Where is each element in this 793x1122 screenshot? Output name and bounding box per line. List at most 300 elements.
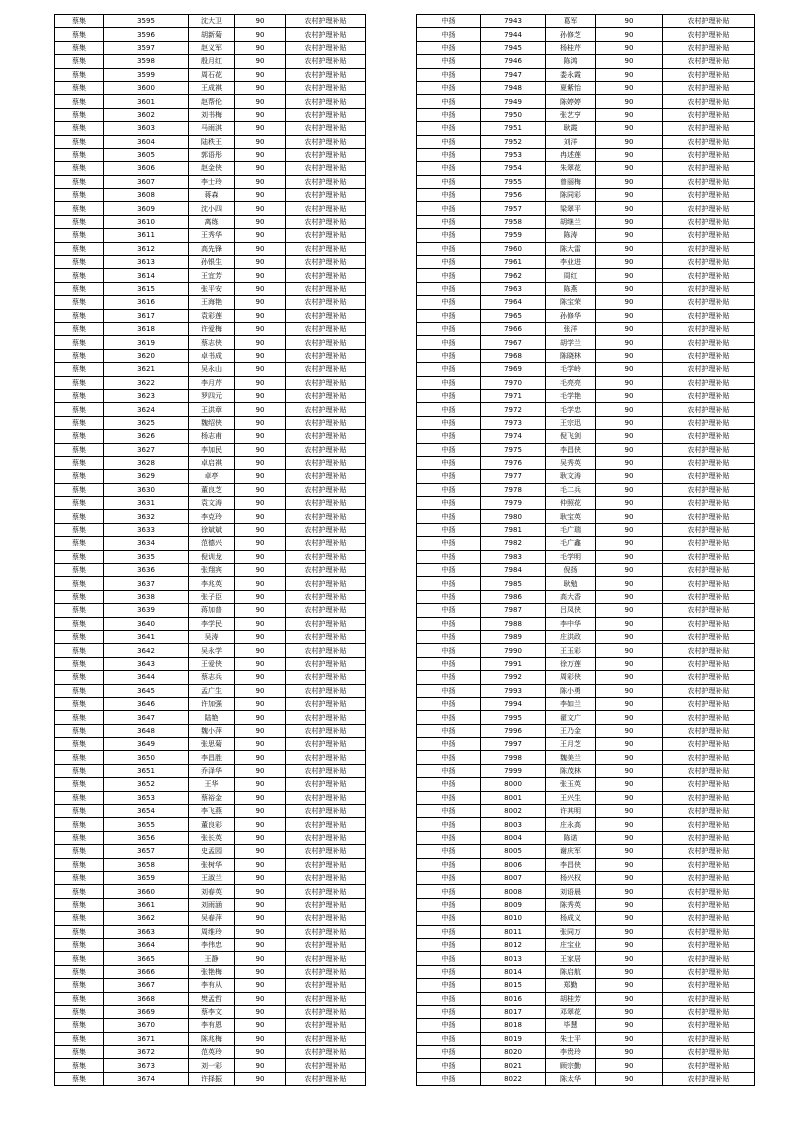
amount-cell: 90 (596, 483, 663, 496)
town-cell: 蔡集 (55, 1059, 104, 1072)
amount-cell: 90 (596, 175, 663, 188)
serial-number-cell: 7979 (481, 497, 546, 510)
name-cell: 陈诺 (546, 831, 596, 844)
amount-cell: 90 (235, 738, 286, 751)
town-cell: 中扬 (417, 778, 481, 791)
serial-number-cell: 8017 (481, 1005, 546, 1018)
subsidy-type-cell: 农村护理补贴 (286, 443, 366, 456)
subsidy-type-cell: 农村护理补贴 (286, 215, 366, 228)
table-row (55, 162, 366, 175)
serial-number-cell: 3652 (104, 778, 189, 791)
name-cell: 杨志甫 (189, 430, 235, 443)
table-row (55, 41, 366, 54)
subsidy-type-cell: 农村护理补贴 (286, 162, 366, 175)
name-cell: 张长英 (189, 831, 235, 844)
table-row (55, 604, 366, 617)
serial-number-cell: 7966 (481, 322, 546, 335)
table-row (55, 135, 366, 148)
table-row (55, 403, 366, 416)
town-cell: 蔡集 (55, 604, 104, 617)
subsidy-type-cell: 农村护理补贴 (663, 590, 755, 603)
subsidy-type-cell: 农村护理补贴 (663, 818, 755, 831)
table-row (55, 81, 366, 94)
table-row (55, 818, 366, 831)
subsidy-type-cell: 农村护理补贴 (663, 269, 755, 282)
serial-number-cell: 7991 (481, 657, 546, 670)
serial-number-cell: 3635 (104, 550, 189, 563)
serial-number-cell: 3647 (104, 711, 189, 724)
name-cell: 张翔宾 (189, 564, 235, 577)
subsidy-type-cell: 农村护理补贴 (663, 363, 755, 376)
serial-number-cell: 8012 (481, 938, 546, 951)
serial-number-cell: 3607 (104, 175, 189, 188)
serial-number-cell: 8000 (481, 778, 546, 791)
name-cell: 孟广生 (189, 684, 235, 697)
table-row (55, 68, 366, 81)
table-row (417, 175, 755, 188)
subsidy-type-cell: 农村护理补贴 (286, 711, 366, 724)
serial-number-cell: 8011 (481, 925, 546, 938)
table-row (417, 630, 755, 643)
subsidy-type-cell: 农村护理补贴 (663, 68, 755, 81)
subsidy-type-cell: 农村护理补贴 (286, 604, 366, 617)
table-row (55, 309, 366, 322)
subsidy-type-cell: 农村护理补贴 (286, 202, 366, 215)
name-cell: 吴永山 (189, 363, 235, 376)
table-row (417, 697, 755, 710)
subsidy-type-cell: 农村护理补贴 (663, 697, 755, 710)
subsidy-type-cell: 农村护理补贴 (286, 81, 366, 94)
subsidy-type-cell: 农村护理补贴 (663, 791, 755, 804)
serial-number-cell: 8019 (481, 1032, 546, 1045)
table-row (417, 497, 755, 510)
serial-number-cell: 8013 (481, 952, 546, 965)
table-row (417, 28, 755, 41)
amount-cell: 90 (596, 938, 663, 951)
subsidy-type-cell: 农村护理补贴 (663, 148, 755, 161)
serial-number-cell: 3625 (104, 416, 189, 429)
table-row (417, 778, 755, 791)
amount-cell: 90 (235, 724, 286, 737)
name-cell: 吴涛 (189, 630, 235, 643)
subsidy-type-cell: 农村护理补贴 (663, 41, 755, 54)
serial-number-cell: 3628 (104, 456, 189, 469)
amount-cell: 90 (596, 81, 663, 94)
amount-cell: 90 (235, 510, 286, 523)
serial-number-cell: 7965 (481, 309, 546, 322)
table-row (417, 617, 755, 630)
town-cell: 蔡集 (55, 162, 104, 175)
subsidy-type-cell: 农村护理补贴 (286, 523, 366, 536)
table-row (417, 791, 755, 804)
subsidy-type-cell: 农村护理补贴 (286, 41, 366, 54)
amount-cell: 90 (235, 336, 286, 349)
amount-cell: 90 (596, 336, 663, 349)
amount-cell: 90 (596, 55, 663, 68)
amount-cell: 90 (235, 845, 286, 858)
amount-cell: 90 (235, 952, 286, 965)
table-row (55, 1046, 366, 1059)
amount-cell: 90 (596, 1005, 663, 1018)
town-cell: 中扬 (417, 590, 481, 603)
subsidy-type-cell: 农村护理补贴 (663, 456, 755, 469)
name-cell: 马雨淇 (189, 122, 235, 135)
serial-number-cell: 7962 (481, 269, 546, 282)
serial-number-cell: 3610 (104, 215, 189, 228)
town-cell: 中扬 (417, 269, 481, 282)
table-row (55, 724, 366, 737)
town-cell: 中扬 (417, 684, 481, 697)
name-cell: 周彩侠 (546, 671, 596, 684)
amount-cell: 90 (596, 684, 663, 697)
serial-number-cell: 3616 (104, 296, 189, 309)
serial-number-cell: 3627 (104, 443, 189, 456)
name-cell: 李昌侠 (546, 858, 596, 871)
serial-number-cell: 7963 (481, 282, 546, 295)
serial-number-cell: 3601 (104, 95, 189, 108)
serial-number-cell: 7944 (481, 28, 546, 41)
name-cell: 王成祺 (189, 81, 235, 94)
name-cell: 陈燕 (546, 282, 596, 295)
serial-number-cell: 7952 (481, 135, 546, 148)
town-cell: 中扬 (417, 845, 481, 858)
town-cell: 蔡集 (55, 430, 104, 443)
table-row (417, 751, 755, 764)
amount-cell: 90 (596, 523, 663, 536)
town-cell: 中扬 (417, 389, 481, 402)
amount-cell: 90 (596, 845, 663, 858)
town-cell: 中扬 (417, 81, 481, 94)
table-row (417, 349, 755, 362)
amount-cell: 90 (596, 135, 663, 148)
serial-number-cell: 7971 (481, 389, 546, 402)
name-cell: 许其明 (546, 805, 596, 818)
serial-number-cell: 7985 (481, 577, 546, 590)
table-row (417, 818, 755, 831)
town-cell: 中扬 (417, 189, 481, 202)
subsidy-type-cell: 农村护理补贴 (663, 162, 755, 175)
name-cell: 耿勉 (546, 577, 596, 590)
serial-number-cell: 3655 (104, 818, 189, 831)
table-row (417, 55, 755, 68)
town-cell: 中扬 (417, 41, 481, 54)
town-cell: 蔡集 (55, 738, 104, 751)
serial-number-cell: 7984 (481, 564, 546, 577)
subsidy-type-cell: 农村护理补贴 (286, 1019, 366, 1032)
name-cell: 庄洪政 (546, 630, 596, 643)
table-row (417, 456, 755, 469)
town-cell: 中扬 (417, 15, 481, 28)
serial-number-cell: 3638 (104, 590, 189, 603)
name-cell: 赵金侠 (189, 162, 235, 175)
amount-cell: 90 (235, 590, 286, 603)
amount-cell: 90 (596, 697, 663, 710)
subsidy-type-cell: 农村护理补贴 (286, 15, 366, 28)
town-cell: 蔡集 (55, 684, 104, 697)
table-row (417, 590, 755, 603)
name-cell: 王家居 (546, 952, 596, 965)
subsidy-type-cell: 农村护理补贴 (286, 537, 366, 550)
serial-number-cell: 7958 (481, 215, 546, 228)
table-row (55, 1032, 366, 1045)
table-row (55, 470, 366, 483)
town-cell: 蔡集 (55, 269, 104, 282)
subsidy-type-cell: 农村护理补贴 (663, 135, 755, 148)
subsidy-type-cell: 农村护理补贴 (286, 430, 366, 443)
table-row (417, 657, 755, 670)
name-cell: 蔡志兵 (189, 671, 235, 684)
serial-number-cell: 3614 (104, 269, 189, 282)
serial-number-cell: 7995 (481, 711, 546, 724)
amount-cell: 90 (596, 403, 663, 416)
amount-cell: 90 (235, 363, 286, 376)
subsidy-type-cell: 农村护理补贴 (663, 738, 755, 751)
table-row (417, 604, 755, 617)
subsidy-type-cell: 农村护理补贴 (663, 497, 755, 510)
serial-number-cell: 3608 (104, 189, 189, 202)
table-row (417, 81, 755, 94)
town-cell: 中扬 (417, 617, 481, 630)
town-cell: 中扬 (417, 443, 481, 456)
subsidy-type-cell: 农村护理补贴 (663, 336, 755, 349)
name-cell: 倪训龙 (189, 550, 235, 563)
serial-number-cell: 7989 (481, 630, 546, 643)
amount-cell: 90 (596, 162, 663, 175)
name-cell: 史孟园 (189, 845, 235, 858)
subsidy-type-cell: 农村护理补贴 (286, 55, 366, 68)
name-cell: 王淑兰 (189, 872, 235, 885)
subsidy-type-cell: 农村护理补贴 (286, 510, 366, 523)
amount-cell: 90 (596, 644, 663, 657)
name-cell: 李昌胜 (189, 751, 235, 764)
name-cell: 刘洋 (546, 135, 596, 148)
table-row (55, 577, 366, 590)
serial-number-cell: 3669 (104, 1005, 189, 1018)
table-row (417, 831, 755, 844)
name-cell: 范英玲 (189, 1046, 235, 1059)
name-cell: 张平安 (189, 282, 235, 295)
table-row (55, 95, 366, 108)
subsidy-type-cell: 农村护理补贴 (286, 296, 366, 309)
amount-cell: 90 (596, 952, 663, 965)
serial-number-cell: 8015 (481, 979, 546, 992)
amount-cell: 90 (235, 1072, 286, 1085)
serial-number-cell: 7976 (481, 456, 546, 469)
name-cell: 毛二兵 (546, 483, 596, 496)
town-cell: 蔡集 (55, 711, 104, 724)
amount-cell: 90 (596, 898, 663, 911)
table-row (55, 831, 366, 844)
amount-cell: 90 (596, 122, 663, 135)
town-cell: 蔡集 (55, 242, 104, 255)
town-cell: 蔡集 (55, 898, 104, 911)
name-cell: 毛学明 (546, 550, 596, 563)
name-cell: 陈晓林 (546, 349, 596, 362)
amount-cell: 90 (235, 671, 286, 684)
amount-cell: 90 (596, 724, 663, 737)
town-cell: 蔡集 (55, 979, 104, 992)
amount-cell: 90 (235, 68, 286, 81)
table-row (417, 376, 755, 389)
subsidy-type-cell: 农村护理补贴 (286, 1005, 366, 1018)
town-cell: 中扬 (417, 162, 481, 175)
serial-number-cell: 7961 (481, 256, 546, 269)
town-cell: 中扬 (417, 175, 481, 188)
serial-number-cell: 7967 (481, 336, 546, 349)
serial-number-cell: 8003 (481, 818, 546, 831)
serial-number-cell: 3665 (104, 952, 189, 965)
amount-cell: 90 (596, 1032, 663, 1045)
subsidy-type-cell: 农村护理补贴 (286, 644, 366, 657)
serial-number-cell: 3613 (104, 256, 189, 269)
subsidy-type-cell: 农村护理补贴 (663, 724, 755, 737)
amount-cell: 90 (235, 470, 286, 483)
amount-cell: 90 (596, 1046, 663, 1059)
table-row (55, 845, 366, 858)
name-cell: 徐万莲 (546, 657, 596, 670)
town-cell: 中扬 (417, 403, 481, 416)
town-cell: 蔡集 (55, 564, 104, 577)
table-row (55, 416, 366, 429)
town-cell: 蔡集 (55, 992, 104, 1005)
amount-cell: 90 (235, 189, 286, 202)
name-cell: 董良彩 (189, 818, 235, 831)
amount-cell: 90 (596, 831, 663, 844)
serial-number-cell: 7992 (481, 671, 546, 684)
table-row (55, 336, 366, 349)
name-cell: 罗四元 (189, 389, 235, 402)
town-cell: 中扬 (417, 416, 481, 429)
name-cell: 樊孟哲 (189, 992, 235, 1005)
amount-cell: 90 (235, 376, 286, 389)
subsidy-type-cell: 农村护理补贴 (663, 550, 755, 563)
town-cell: 蔡集 (55, 135, 104, 148)
amount-cell: 90 (596, 885, 663, 898)
serial-number-cell: 3599 (104, 68, 189, 81)
subsidy-type-cell: 农村护理补贴 (286, 470, 366, 483)
subsidy-type-cell: 农村护理补贴 (663, 885, 755, 898)
name-cell: 李业进 (546, 256, 596, 269)
subsidy-type-cell: 农村护理补贴 (286, 751, 366, 764)
town-cell: 蔡集 (55, 81, 104, 94)
subsidy-type-cell: 农村护理补贴 (663, 764, 755, 777)
table-row (417, 430, 755, 443)
name-cell: 王秀华 (189, 229, 235, 242)
amount-cell: 90 (235, 604, 286, 617)
table-row (417, 363, 755, 376)
name-cell: 王爱侠 (189, 657, 235, 670)
town-cell: 蔡集 (55, 630, 104, 643)
amount-cell: 90 (596, 577, 663, 590)
subsidy-type-cell: 农村护理补贴 (286, 497, 366, 510)
serial-number-cell: 3658 (104, 858, 189, 871)
town-cell: 蔡集 (55, 523, 104, 536)
table-row (55, 269, 366, 282)
subsidy-type-cell: 农村护理补贴 (663, 617, 755, 630)
town-cell: 蔡集 (55, 1046, 104, 1059)
name-cell: 张洋 (546, 322, 596, 335)
table-row (55, 229, 366, 242)
amount-cell: 90 (235, 322, 286, 335)
table-row (55, 912, 366, 925)
town-cell: 蔡集 (55, 215, 104, 228)
amount-cell: 90 (596, 510, 663, 523)
town-cell: 蔡集 (55, 376, 104, 389)
amount-cell: 90 (235, 644, 286, 657)
serial-number-cell: 7980 (481, 510, 546, 523)
serial-number-cell: 7972 (481, 403, 546, 416)
amount-cell: 90 (235, 443, 286, 456)
subsidy-type-cell: 农村护理补贴 (286, 831, 366, 844)
serial-number-cell: 3661 (104, 898, 189, 911)
subsidy-type-cell: 农村护理补贴 (663, 778, 755, 791)
serial-number-cell: 3602 (104, 108, 189, 121)
subsidy-type-cell: 农村护理补贴 (286, 791, 366, 804)
amount-cell: 90 (235, 1005, 286, 1018)
name-cell: 朱翠花 (546, 162, 596, 175)
name-cell: 陈茂林 (546, 764, 596, 777)
amount-cell: 90 (596, 443, 663, 456)
serial-number-cell: 7945 (481, 41, 546, 54)
table-row (417, 711, 755, 724)
town-cell: 蔡集 (55, 309, 104, 322)
name-cell: 谢庆军 (546, 845, 596, 858)
table-row (55, 256, 366, 269)
name-cell: 耿霞 (546, 122, 596, 135)
name-cell: 王洪章 (189, 403, 235, 416)
table-row (417, 202, 755, 215)
serial-number-cell: 7948 (481, 81, 546, 94)
serial-number-cell: 3650 (104, 751, 189, 764)
subsidy-type-cell: 农村护理补贴 (286, 416, 366, 429)
table-row (55, 657, 366, 670)
town-cell: 中扬 (417, 965, 481, 978)
amount-cell: 90 (596, 430, 663, 443)
name-cell: 陆秩王 (189, 135, 235, 148)
subsidy-type-cell: 农村护理补贴 (663, 898, 755, 911)
name-cell: 卓亭 (189, 470, 235, 483)
serial-number-cell: 3606 (104, 162, 189, 175)
serial-number-cell: 3674 (104, 1072, 189, 1085)
name-cell: 魏绍侠 (189, 416, 235, 429)
table-row (55, 282, 366, 295)
town-cell: 中扬 (417, 202, 481, 215)
name-cell: 毛学艳 (546, 389, 596, 402)
name-cell: 孙修华 (546, 309, 596, 322)
serial-number-cell: 7982 (481, 537, 546, 550)
serial-number-cell: 7956 (481, 189, 546, 202)
amount-cell: 90 (596, 550, 663, 563)
name-cell: 孙修芝 (546, 28, 596, 41)
name-cell: 李士玲 (189, 175, 235, 188)
name-cell: 李有从 (189, 979, 235, 992)
amount-cell: 90 (596, 604, 663, 617)
name-cell: 曾丽梅 (546, 175, 596, 188)
serial-number-cell: 3629 (104, 470, 189, 483)
subsidy-type-cell: 农村护理补贴 (663, 992, 755, 1005)
town-cell: 蔡集 (55, 778, 104, 791)
amount-cell: 90 (235, 537, 286, 550)
left-subsidy-table (54, 14, 366, 1086)
subsidy-type-cell: 农村护理补贴 (286, 577, 366, 590)
amount-cell: 90 (235, 430, 286, 443)
town-cell: 中扬 (417, 577, 481, 590)
name-cell: 李兆英 (189, 577, 235, 590)
town-cell: 蔡集 (55, 95, 104, 108)
serial-number-cell: 7974 (481, 430, 546, 443)
table-row (417, 322, 755, 335)
town-cell: 中扬 (417, 122, 481, 135)
